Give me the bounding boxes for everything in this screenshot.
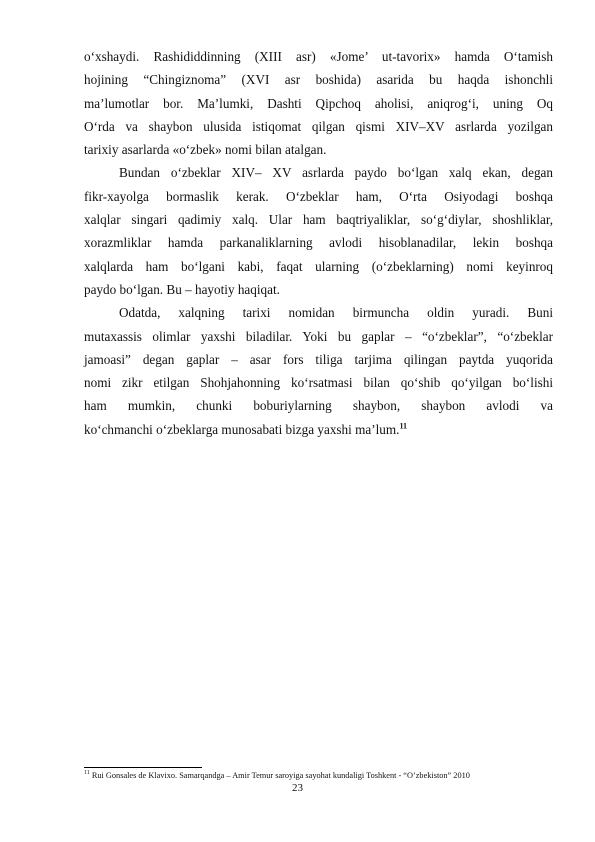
text-line-content: ko‘chmanchi o‘zbeklarga munosabati bizga yaxshi ma’lum. xyxy=(84,421,400,437)
footnote-number: 11 xyxy=(84,770,90,777)
footnote-reference[interactable]: 11 xyxy=(399,421,407,431)
text-line: ma’lumotlar bor. Ma’lumki, Dashti Qipchoq aholisi, aniqrog‘i, uning Oq xyxy=(84,95,553,111)
text-line: paydo bo‘lgan. Bu – hayotiy haqiqat. xyxy=(84,281,280,297)
text-line: xalqlarda ham bo‘lgani kabi, faqat ularning (o‘zbeklarning) nomi keyinroq xyxy=(84,258,553,274)
text-line-last xyxy=(84,418,553,441)
text-line: Bundan o‘zbeklar XIV– XV asrlarda paydo bo‘lgan xalq ekan, degan xyxy=(119,165,553,181)
body-text xyxy=(84,45,553,441)
text-line: o‘xshaydi. Rashididdinning (XIII asr) «Jome’ ut-tavorix» hamda O‘tamish xyxy=(84,49,553,64)
text-line: hojining “Chingiznoma” (XVI asr boshida) asarida bu haqda ishonchli xyxy=(84,72,553,88)
text-line: mutaxassis olimlar yaxshi biladilar. Yoki bu gaplar – “o‘zbeklar”, “o‘zbeklar xyxy=(84,328,553,344)
text-line: O‘rda va shaybon ulusida istiqomat qilgan qismi XIV–XV asrlarda yozilgan xyxy=(84,118,553,134)
text-line: xalqlar singari qadimiy xalq. Ular ham baqtriyaliklar, so‘g‘diylar, shoshliklar, xyxy=(84,212,553,228)
text-line: xorazmliklar hamda parkanaliklarning avlodi hisoblanadilar, lekin boshqa xyxy=(84,235,553,251)
footnote xyxy=(84,770,564,781)
text-line: nomi zikr etilgan Shohjahonning ko‘rsatmasi bilan qo‘shib qo‘yilgan bo‘lishi xyxy=(84,375,553,391)
text-line: ham mumkin, chunki boburiylarning shaybon, shaybon avlodi va xyxy=(84,398,553,414)
footnote-divider xyxy=(84,767,202,768)
text-line: tarixiy asarlarda «o‘zbek» nomi bilan atalgan. xyxy=(84,142,327,158)
text-line: fikr-xayolga bormaslik kerak. O‘zbeklar ham, O‘rta Osiyodagi boshqa xyxy=(84,188,553,204)
text-line: Odatda, xalqning tarixi nomidan birmuncha oldin yuradi. Buni xyxy=(119,305,553,321)
footnote-text: Rui Gonsales de Klavixo. Samarqandga – Amir Temur saroyiga sayohat kundaligi Toshkent - “O’zbekiston” 2010 xyxy=(91,771,470,780)
text-line: jamoasi” degan gaplar – asar fors tiliga tarjima qilingan paytda yuqorida xyxy=(84,351,553,367)
page-number: 23 xyxy=(292,782,303,794)
